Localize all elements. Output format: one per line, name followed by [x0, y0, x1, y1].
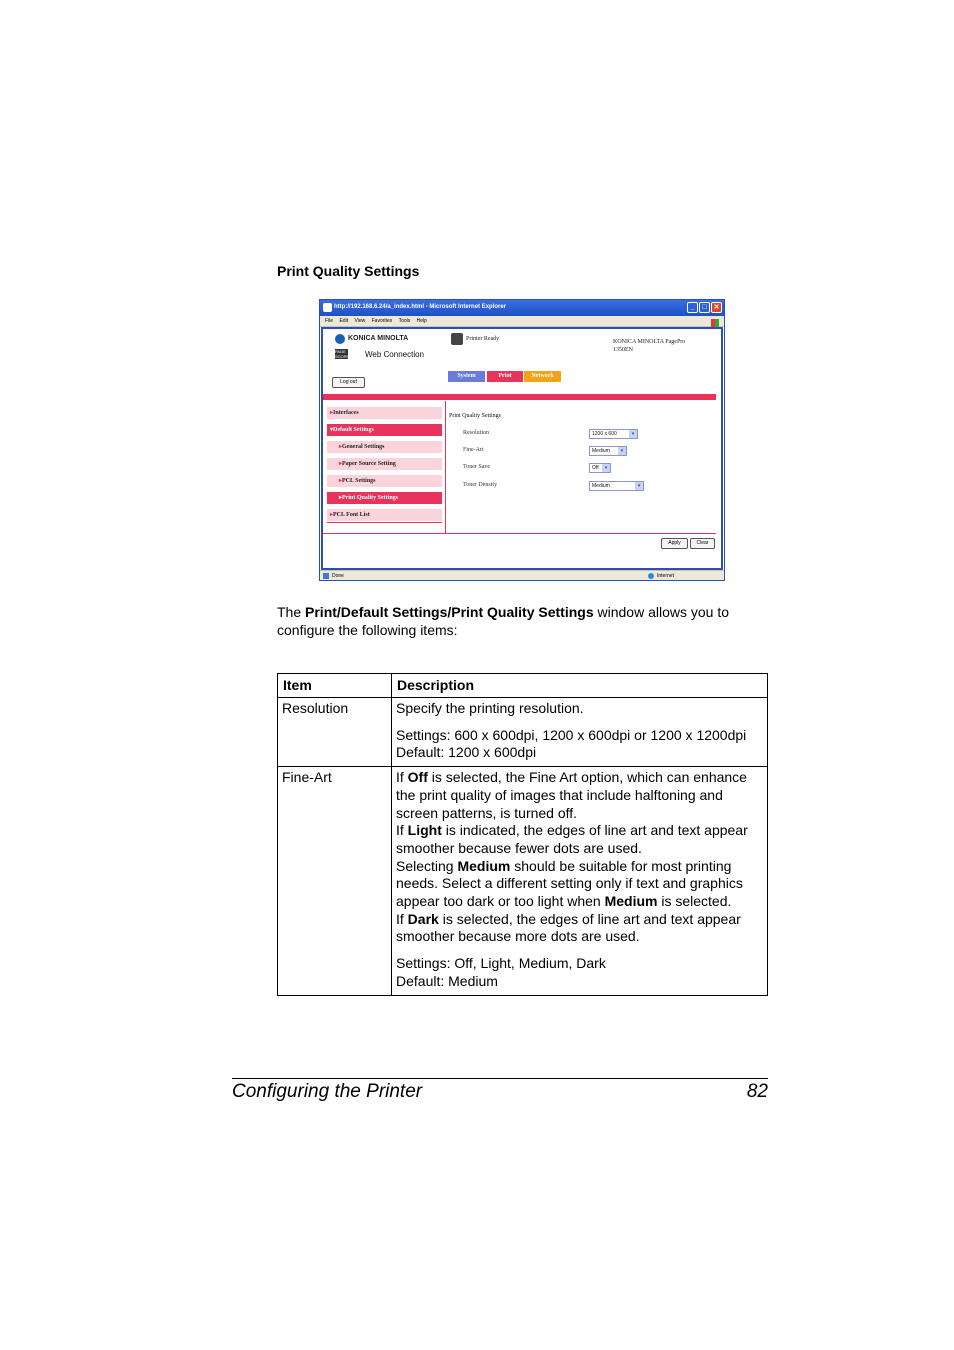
form-divider	[323, 533, 716, 534]
model-line2: 1350EN	[613, 347, 633, 353]
browser-title: http://192.168.6.24/a_index.html - Microsoft Internet Explorer	[334, 304, 507, 310]
chevron-down-icon: ▾	[635, 482, 643, 490]
toner-density-select: Medium ▾	[589, 481, 644, 491]
nav-bottom-line	[327, 522, 442, 523]
minimize-icon: _	[687, 302, 698, 313]
chevron-down-icon: ▾	[618, 447, 626, 455]
page-number: 82	[746, 1081, 768, 1102]
chevron-down-icon: ▾	[602, 464, 610, 472]
tab-print: Print	[487, 371, 523, 382]
intro-paragraph: The Print/Default Settings/Print Quality Settings window allows you to configure the following items:	[277, 604, 730, 638]
apply-button: Apply	[661, 538, 688, 549]
menu-file: File	[325, 318, 334, 324]
printer-model	[613, 338, 685, 354]
web-content	[321, 327, 723, 570]
nav-separator	[445, 401, 446, 533]
page-icon	[323, 573, 329, 579]
logout-button: Log out	[332, 377, 365, 388]
web-connection-label: Web Connection	[365, 350, 424, 359]
footer-title: Configuring the Printer	[232, 1081, 423, 1102]
nav-paper-source-setting: ▸Paper Source Setting	[327, 458, 442, 470]
resolution-label: Resolution	[463, 430, 490, 436]
printer-status: Printer Ready	[466, 336, 500, 342]
row-description: Specify the printing resolution. Settings: 600 x 600dpi, 1200 x 600dpi or 1200 x 1200dpi Default: 1200 x 600dpi	[392, 698, 768, 767]
close-icon: ✕	[711, 302, 722, 313]
tab-network: Network	[524, 371, 561, 382]
table-header-row	[278, 674, 768, 698]
footer-rule	[232, 1078, 768, 1079]
nav-pcl-settings: ▸PCL Settings	[327, 475, 442, 487]
menu-help: Help	[416, 318, 427, 324]
row-item: Fine-Art	[278, 767, 392, 995]
menu-view: View	[354, 318, 366, 324]
intro-bold-path: Print/Default Settings/Print Quality Settings	[305, 604, 594, 620]
windows-flag-icon	[711, 319, 719, 327]
nav-interfaces: ▸Interfaces	[327, 407, 442, 419]
resolution-select: 1200 x 600 ▾	[589, 429, 638, 439]
pagescope-logo: PAGE SCOPE	[335, 349, 350, 359]
menu-favorites: Favorites	[371, 318, 393, 324]
row-description: If Off is selected, the Fine Art option, which can enhance the print quality of images that include halftoning and screen patterns, is turned off. If Light is indicated, the edges of line art and text appear smoother because fewer dots are used. Selecting Medium should be suitable for most printing needs. Select a different setting only if text and graphics appear too dark or too light when Medium is selected. If Dark is selected, the edges of line art and text appear smoother because more dots are used. Settings: Off, Light, Medium, Dark Default: Medium	[392, 767, 768, 995]
header-divider	[323, 394, 716, 400]
nav-general-settings: ▸General Settings	[327, 441, 442, 453]
fine-art-select: Medium ▾	[589, 446, 627, 456]
nav-print-quality-settings: ▸Print Quality Settings	[327, 492, 442, 504]
settings-table	[277, 673, 768, 996]
table-row	[278, 767, 768, 995]
row-item: Resolution	[278, 698, 392, 767]
brand-logo: KONICA MINOLTA	[348, 335, 409, 342]
status-zone: Internet	[657, 573, 674, 579]
globe-icon	[648, 573, 654, 579]
menu-edit: Edit	[339, 318, 349, 324]
nav-pcl-font-list: ▸PCL Font List	[327, 509, 442, 521]
section-heading: Print Quality Settings	[277, 263, 420, 279]
ie-icon	[323, 303, 332, 312]
toner-save-label: Toner Save	[463, 464, 491, 470]
toner-density-label: Toner Density	[463, 482, 498, 488]
browser-titlebar	[320, 300, 724, 316]
konica-logo-icon	[335, 334, 345, 344]
pane-title: Print Quality Settings	[449, 413, 502, 419]
maximize-icon: □	[699, 302, 710, 313]
table-row	[278, 698, 768, 767]
clear-button: Clear	[690, 538, 715, 549]
nav-default-settings: ▾Default Settings	[327, 424, 442, 436]
chevron-down-icon: ▾	[629, 430, 637, 438]
printer-icon	[451, 333, 463, 345]
header-description: Description	[392, 674, 768, 698]
browser-menubar	[320, 316, 724, 327]
header-item: Item	[278, 674, 392, 698]
model-line1: KONICA MINOLTA PagePro	[613, 339, 686, 345]
toner-save-select: Off ▾	[589, 463, 611, 473]
menu-tools: Tools	[398, 318, 411, 324]
status-done: Done	[332, 573, 344, 579]
browser-screenshot	[319, 299, 725, 581]
browser-statusbar	[320, 570, 724, 581]
fine-art-label: Fine-Art	[463, 447, 484, 453]
tab-system: System	[448, 371, 485, 382]
